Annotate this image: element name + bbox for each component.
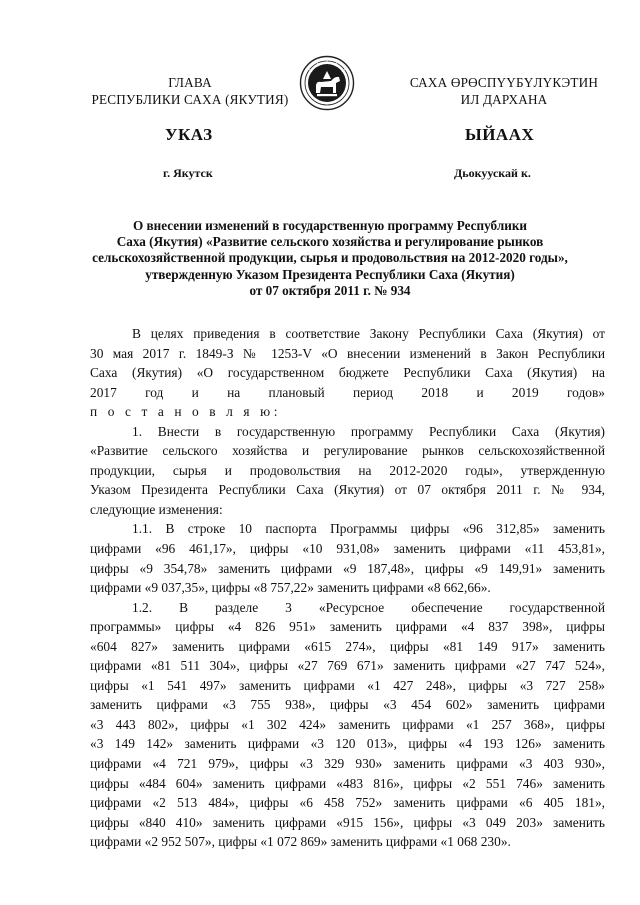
body-line-resolve: п о с т а н о в л я ю:	[90, 404, 282, 420]
header-left-block	[70, 74, 310, 108]
title-line: утвержденную Указом Президента Республики Саха (Якутия)	[145, 266, 515, 282]
body-line: цифры «1 541 497» заменить цифрами «1 427 248», цифры «3 727 258»	[90, 677, 605, 693]
body-line: 1.2. В разделе 3 «Ресурсное обеспечение государственной	[132, 599, 605, 615]
title-line: Саха (Якутия) «Развитие сельского хозяйства и регулирование рынков	[116, 234, 544, 250]
body-line: Саха (Якутия) «О государственном бюджете Республики Саха (Якутия) на	[90, 365, 605, 381]
doc-type-yakut: ЫЙААХ	[465, 125, 535, 144]
title-line: О внесении изменений в государственную программу Республики	[132, 218, 528, 233]
body-line: цифры «9 354,78» заменить цифрами «9 187,48», цифры «9 149,91» заменить	[90, 560, 605, 576]
body-line: заменить цифрами «3 755 938», цифры «3 454 602» заменить цифрами	[90, 697, 605, 713]
body-line: 1. Внести в государственную программу Республики Саха (Якутия)	[132, 423, 605, 439]
body-line: продукции, сырья и продовольствия на 2012-2020 годы», утвержденную	[90, 462, 605, 478]
body-line: «3 443 802», цифры «1 302 424» заменить цифрами «1 257 368», цифры	[90, 716, 605, 732]
body-line: цифрами «81 511 304», цифры «27 769 671» заменить цифрами «27 747 524»,	[90, 658, 605, 674]
header-left-line: ГЛАВА	[168, 75, 212, 90]
city-yakut: Дьокуускай к.	[454, 166, 531, 180]
header-left-line: РЕСПУБЛИКИ САХА (ЯКУТИЯ)	[91, 92, 289, 107]
header-right-line: ИЛ ДАРХАНА	[460, 92, 548, 107]
title-line: сельскохозяйственной продукции, сырья и продовольствия на 2012-2020 годы»,	[92, 250, 568, 266]
header-right-block	[384, 74, 624, 108]
title-line: от 07 октября 2011 г. № 934	[249, 282, 411, 298]
decree-body	[90, 324, 605, 852]
body-line: цифрами «96 461,17», цифры «10 931,08» заменить цифрами «11 453,81»,	[90, 541, 605, 557]
body-line: 30 мая 2017 г. 1849-З № 1253-V «О внесении изменений в Закон Республики	[90, 345, 605, 361]
body-line: Указом Президента Республики Саха (Якутия) от 07 октября 2011 г. № 934,	[90, 482, 605, 498]
city-russian: г. Якутск	[163, 166, 213, 180]
decree-title	[80, 218, 580, 299]
body-line: «604 827» заменить цифрами «615 274», цифры «81 149 917» заменить	[90, 638, 605, 654]
body-line: 2017 год и на плановый период 2018 и 2019 годов»	[90, 384, 605, 400]
body-line: цифры «840 410» заменить цифрами «915 156», цифры «3 049 203» заменить	[90, 814, 605, 830]
doc-type-russian: УКАЗ	[165, 125, 213, 144]
body-line: программы» цифры «4 826 951» заменить цифрами «4 837 398», цифры	[90, 619, 605, 635]
body-line: «3 149 142» заменить цифрами «3 120 013», цифры «4 193 126» заменить	[90, 736, 605, 752]
body-line: цифрами «9 037,35», цифры «8 757,22» заменить цифрами «8 662,66».	[90, 580, 491, 596]
body-line: цифры «484 604» заменить цифрами «483 816», цифры «2 551 746» заменить	[90, 775, 605, 791]
header-right-line: САХА ӨРӨСПҮҮБҮЛҮКЭТИН	[409, 75, 599, 90]
body-line: «Развитие сельского хозяйства и регулирование рынков сельскохозяйственной	[90, 443, 605, 459]
body-line: цифрами «4 721 979», цифры «3 329 930» заменить цифрами «3 403 930»,	[90, 756, 605, 772]
coat-of-arms-icon	[299, 55, 355, 111]
body-line: цифрами «2 952 507», цифры «1 072 869» заменить цифрами «1 068 230».	[90, 834, 511, 850]
body-line: цифрами «2 513 484», цифры «6 458 752» заменить цифрами «6 405 181»,	[90, 795, 605, 811]
body-line: 1.1. В строке 10 паспорта Программы цифры «96 312,85» заменить	[132, 521, 605, 537]
body-line: В целях приведения в соответствие Закону Республики Саха (Якутия) от	[132, 326, 605, 341]
body-line: следующие изменения:	[90, 501, 223, 517]
